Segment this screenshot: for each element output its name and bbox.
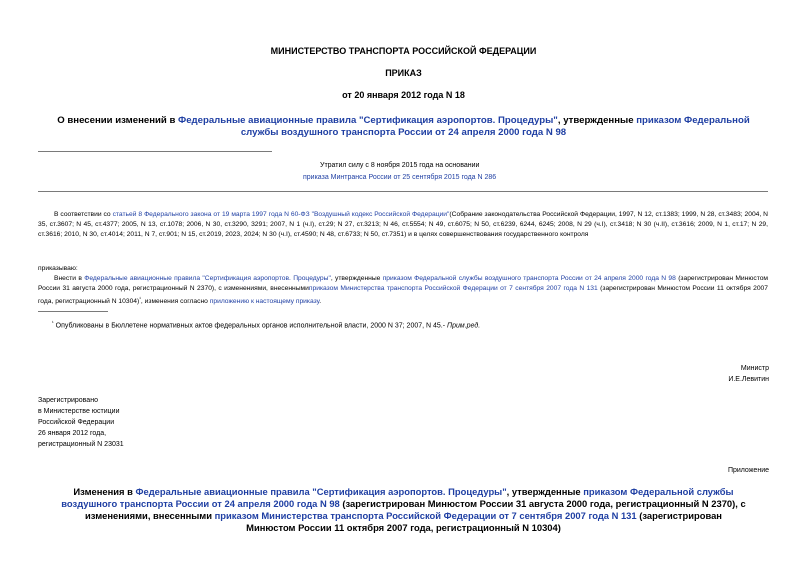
footnote-editor-note: Прим.ред. [447,322,481,330]
title-text-1: О внесении изменений в [57,115,179,126]
footnote [52,318,752,331]
order-link-order-131[interactable]: приказом Министерства транспорта Российской Федерации от 7 сентября 2007 года N 131 [308,285,598,292]
order-text-2: , утвержденные [330,275,383,282]
order-paragraph [38,274,768,307]
signature-title: Министр [740,365,769,372]
status-line: Утратил силу с 8 ноября 2015 года на основании [320,162,480,169]
order-text-1: Внести в [54,275,85,282]
document-title [50,115,757,139]
registration-line: регистрационный N 23031 [38,441,124,448]
appendix-link-order-131[interactable]: приказом Министерства транспорта Российской Федерации от 7 сентября 2007 года N 131 [214,510,637,521]
divider-status [38,191,768,192]
order-link-order-98[interactable]: приказом Федеральной службы воздушного транспорта России от 24 апреля 2000 года N 98 [382,275,676,282]
preamble-text-2: (Собрание законодательства Российской Федерации, 1997, N 12, ст.1383; 1999, N 28, ст.3483; 2004, N 35, ст.3607; N 45, ст.4377; 2005, N 13, ст.1078; 2006, N 30, ст.3290, 3291; 2007, N 1 (ч.I), ст.29; N 27, ст.3213; N 46, ст.5554; N 49, ст.6075; N 50, ст.6239, 6244, 6245; 2008, N 29 (ч.I), ст.3418; N 30 (ч.II), ст.3616; 2009, N 1, ст.17; N 29, ст.3616; 2010, N 30, ст.4014; 2011, N 7, ст.901; N 15, ст.2019, 2023, 2024; N 30 (ч.I), ст.4590; N 48, ст.6733; N 50, ст.7351) и в целях совершенствования государственного контроля [38,211,769,238]
preamble-paragraph [38,210,768,240]
appendix-link-rules[interactable]: Федеральные авиационные правила "Сертификация аэропортов. Процедуры" [135,486,507,497]
order-link-rules[interactable]: Федеральные авиационные правила "Сертификация аэропортов. Процедуры" [84,275,331,282]
order-footnote-mark: ¹ [139,296,141,302]
order-text-5: , изменения согласно [140,298,210,306]
appendix-label: Приложение [727,467,769,474]
doc-type-heading: ПРИКАЗ [385,68,422,78]
status-link-wrap [303,173,743,183]
order-link-appendix[interactable]: приложению к настоящему приказу [209,298,320,306]
registration-line: 26 января 2012 года, [38,430,107,437]
preamble-text-1: В соответствии со [54,211,113,218]
registration-block [38,395,124,450]
order-text-6: . [319,298,322,306]
appendix-text-2: , утвержденные [506,486,584,497]
registration-line: Зарегистрировано [38,397,98,404]
appendix-title [60,486,747,534]
ministry-heading: МИНИСТЕРСТВО ТРАНСПОРТА РОССИЙСКОЙ ФЕДЕРАЦИИ [270,46,537,56]
appendix-text-1: Изменения в [73,486,136,497]
footnote-text: Опубликованы в Бюллетене нормативных актов федеральных органов исполнительной власти, 2000 N 37; 2007, N 45.- [55,322,448,330]
footnote-divider [38,311,108,312]
date-number-heading: от 20 января 2012 года N 18 [342,90,465,100]
registration-line: в Министерстве юстиции [38,408,120,415]
appendix-link-order-98[interactable]: приказом Федеральной службы воздушного транспорта России от 24 апреля 2000 года N 98 [61,486,734,509]
preamble-link-air-code[interactable]: статьей 8 Федерального закона от 19 марта 1997 года N 60-ФЗ "Воздушный кодекс Российской Федерации" [112,211,450,218]
title-text-2: , утвержденные [557,115,637,126]
registration-line: Российской Федерации [38,419,115,426]
signature-block [728,363,769,385]
signature-name: И.Е.Левитин [728,376,769,383]
appendix-text-4: (зарегистрирован Минюстом России 11 октября 2007 года, регистрационный N 10304) [246,510,722,533]
footnote-mark: ¹ [52,320,54,326]
appendix-text-3: (зарегистрирован Минюстом России 31 августа 2000 года, регистрационный N 2370), с изменениями, внесенными [85,498,746,521]
order-word: приказываю: [38,265,78,272]
status-link[interactable]: приказа Минтранса России от 25 сентября 2015 года N 286 [303,174,497,181]
title-link-rules[interactable]: Федеральные авиационные правила "Сертификация аэропортов. Процедуры" [178,115,558,126]
divider-top [38,151,272,152]
order-text-3: (зарегистрирован Минюстом России 31 августа 2000 года, регистрационный N 2370), с изменениями, внесенными [38,275,769,292]
order-text-4: (зарегистрирован Минюстом России 11 октября 2007 года, регистрационный N 10304) [38,285,768,306]
title-link-order-98[interactable]: приказом Федеральной службы воздушного транспорта России от 24 апреля 2000 года N 98 [240,115,750,138]
